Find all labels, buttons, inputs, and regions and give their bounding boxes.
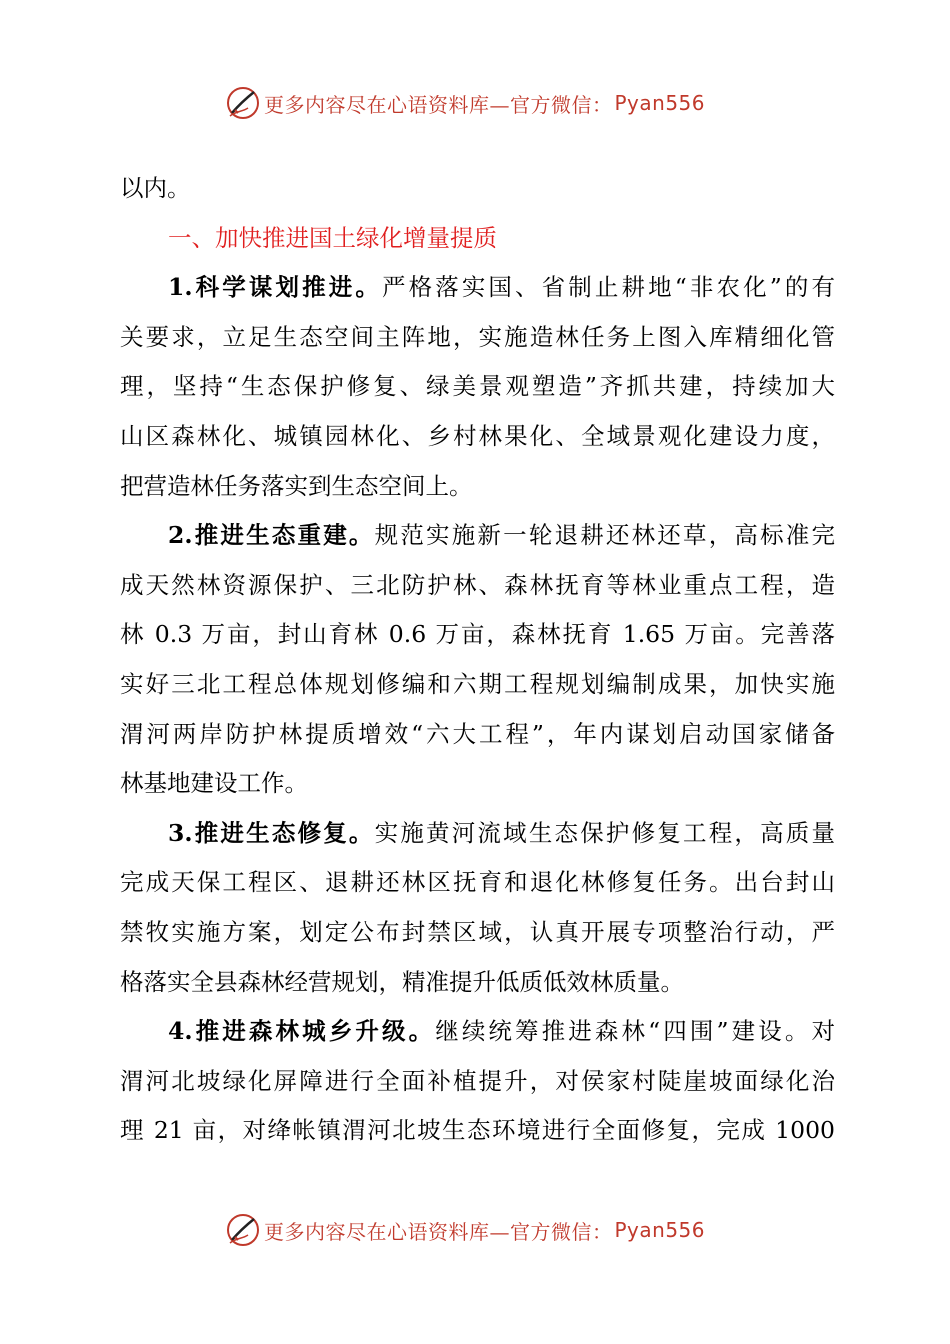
watermark-wechat-id: Pyan556 [614,91,706,115]
body-line: 以内。 [120,174,191,202]
body-line: 关要求，立足生态空间主阵地，实施造林任务上图入库精细化管 [120,322,835,351]
paragraph-title: 1.科学谋划推进。 [168,273,382,302]
paragraph-title: 3.推进生态修复。 [168,818,375,847]
watermark-footer [226,1210,705,1250]
body-line: 渭河北坡绿化屏障进行全面补植提升，对侯家村陡崖坡面绿化治 [120,1066,835,1095]
paragraph-title: 2.推进生态重建。 [168,521,375,550]
watermark-text: 更多内容尽在心语资料库—官方微信： [264,92,613,117]
body-line: 成天然林资源保护、三北防护林、森林抚育等林业重点工程，造 [120,570,835,599]
paragraph-line [120,809,835,859]
document-body [120,164,835,1156]
pen-logo-icon [226,1213,260,1247]
paragraph-line [120,511,835,561]
paragraph-text: 继续统筹推进森林“四围”建设。对 [435,1017,835,1046]
paragraph-text: 严格落实国、省制止耕地“非农化”的有 [381,273,835,302]
body-line: 林 0.3 万亩，封山育林 0.6 万亩，森林抚育 1.65 万亩。完善落 [120,620,835,649]
body-line: 格落实全县森林经营规划，精准提升低质低效林质量。 [120,967,684,996]
pen-logo-icon [226,86,260,120]
body-line: 山区森林化、城镇园林化、乡村林果化、全域景观化建设力度， [120,421,835,450]
watermark-wechat-id: Pyan556 [614,1218,706,1242]
paragraph-text: 实施黄河流域生态保护修复工程，高质量 [374,818,835,847]
paragraph-line [120,1007,835,1057]
body-line: 理 21 亩，对绛帐镇渭河北坡生态环境进行全面修复，完成 1000 [120,1116,835,1145]
body-line: 完成天保工程区、退耕还林区抚育和退化林修复任务。出台封山 [120,868,835,897]
watermark-header [226,83,705,123]
body-line: 林基地建设工作。 [120,769,308,798]
body-line: 实好三北工程总体规划修编和六期工程规划编制成果，加快实施 [120,669,835,698]
body-line: 禁牧实施方案，划定公布封禁区域，认真开展专项整治行动，严 [120,917,835,946]
paragraph-title: 4.推进森林城乡升级。 [168,1017,436,1046]
paragraph-line [120,263,835,313]
body-line: 渭河两岸防护林提质增效“六大工程”，年内谋划启动国家储备 [120,719,835,748]
body-line: 把营造林任务落实到生态空间上。 [120,471,473,500]
paragraph-text: 规范实施新一轮退耕还林还草，高标准完 [374,521,835,550]
watermark-text: 更多内容尽在心语资料库—官方微信： [264,1219,613,1244]
body-line: 理，坚持“生态保护修复、绿美景观塑造”齐抓共建，持续加大 [120,372,835,401]
section-heading: 一、加快推进国土绿化增量提质 [168,223,497,252]
